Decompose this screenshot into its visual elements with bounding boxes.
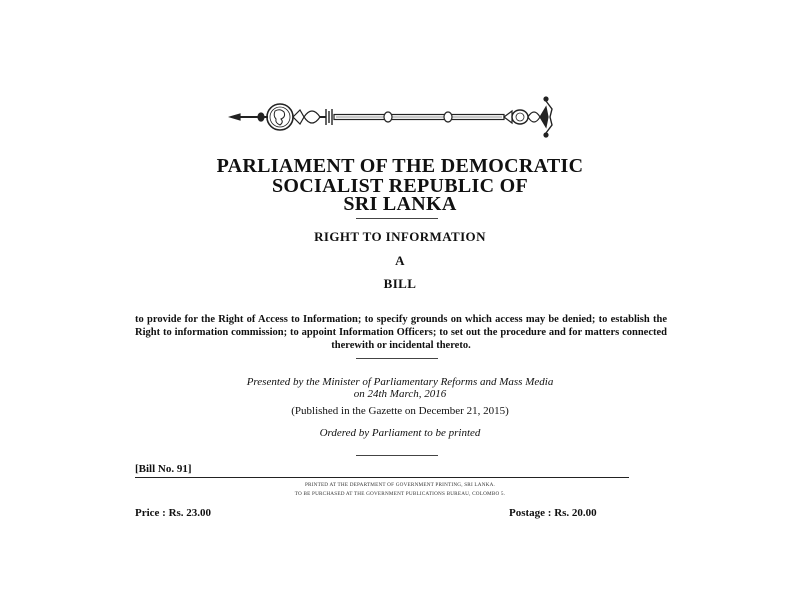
printer-line-2: TO BE PURCHASED AT THE GOVERNMENT PUBLICATIONS BUREAU, COLOMBO 5. (294, 491, 506, 497)
bill-name: RIGHT TO INFORMATION (314, 229, 486, 244)
title-line-1: PARLIAMENT OF THE DEMOCRATIC (216, 155, 584, 177)
price-label: Price : Rs. 23.00 (135, 507, 212, 519)
footer-rule (135, 477, 629, 478)
ordered-note: Ordered by Parliament to be printed (319, 427, 481, 439)
printer-line-1: PRINTED AT THE DEPARTMENT OF GOVERNMENT PRINTING, SRI LANKA. (304, 482, 496, 488)
gazette-note: (Published in the Gazette on December 21, 2015) (291, 405, 509, 417)
bill-article: A (395, 253, 405, 268)
title-divider (356, 218, 438, 219)
title-line-3: SRI LANKA (343, 193, 457, 215)
parliament-mace-icon (228, 95, 568, 143)
postage-label: Postage : Rs. 20.00 (509, 507, 597, 519)
presented-by: Presented by the Minister of Parliamentary Reforms and Mass Media (246, 376, 554, 388)
bill-number: [Bill No. 91] (135, 463, 192, 475)
title-line-2: SOCIALIST REPUBLIC OF (272, 175, 528, 197)
presented-date: on 24th March, 2016 (353, 388, 447, 400)
presentation-divider (356, 455, 438, 456)
purpose-divider (356, 358, 438, 359)
bill-label: BILL (383, 276, 417, 291)
bill-purpose: to provide for the Right of Access to Information; to specify grounds on which access may be denied; to establish the Right to information commission; to appoint Information Officers; to set out the procedure and for matters connected therewith or incidental thereto. (135, 313, 667, 351)
